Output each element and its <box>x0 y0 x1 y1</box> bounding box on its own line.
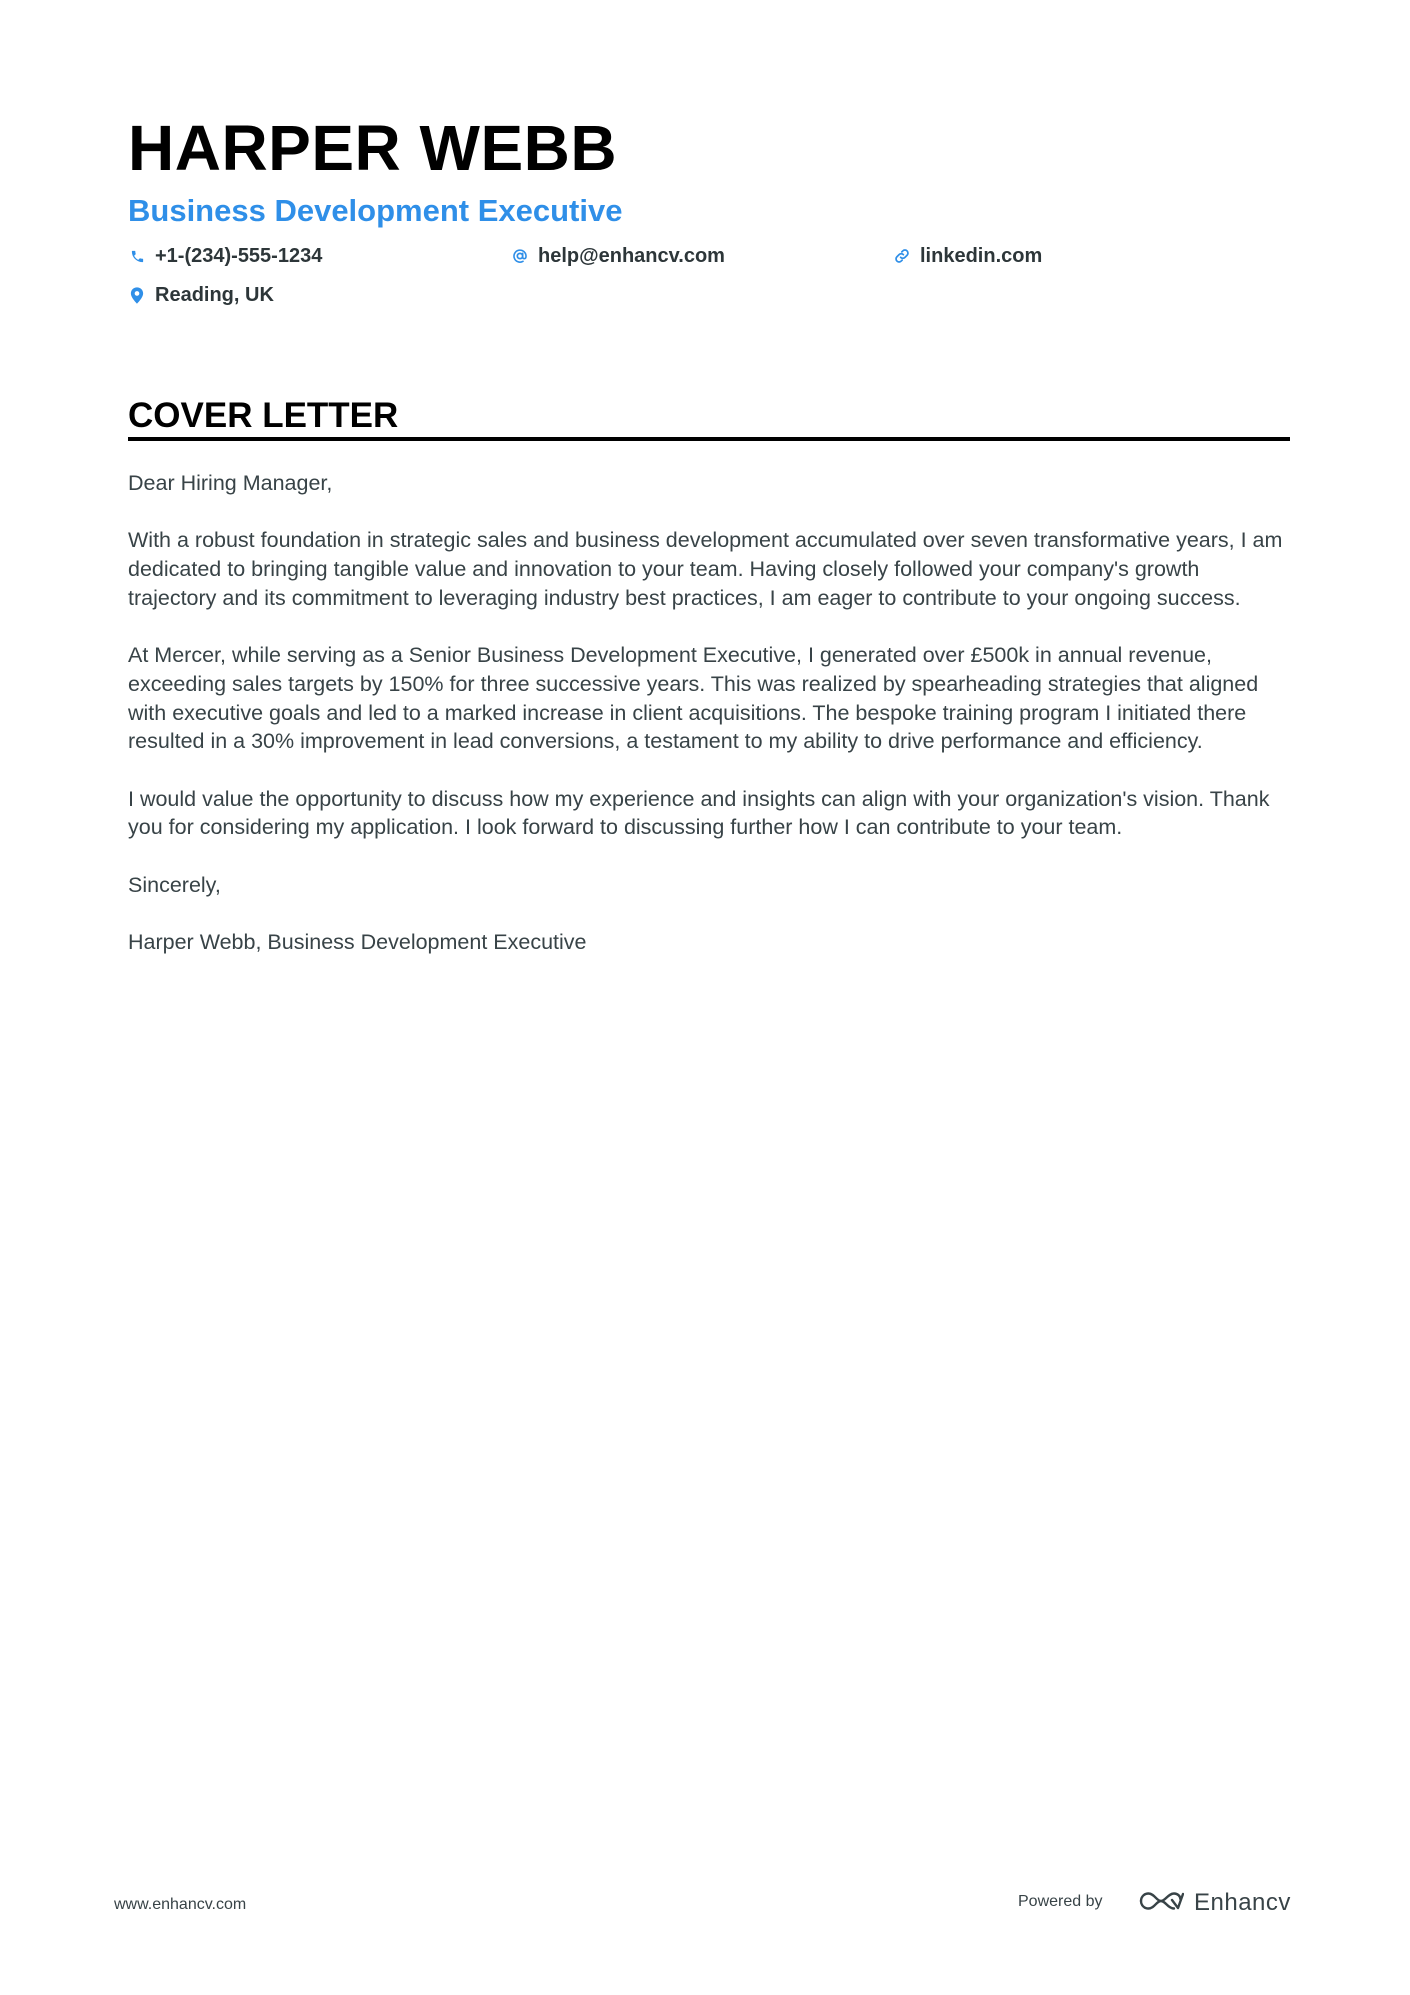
contact-location <box>129 282 274 308</box>
candidate-title: Business Development Executive <box>128 193 623 228</box>
letter-paragraph: With a robust foundation in strategic sales and business development accumulated over seven transformative years, I am dedicated to bringing tangible value and innovation to your team. Having closely followed your company's growth trajectory and its commitment to leveraging industry best practices, I am eager to contribute to your ongoing success. <box>128 528 1283 610</box>
footer-website-link[interactable]: www.enhancv.com <box>114 1896 247 1913</box>
location-text: Reading, UK <box>155 284 274 306</box>
letter-paragraph: I would value the opportunity to discuss how my experience and insights can align with your organization's vision. Thank you for considering my application. I look forward to discussing further how I can contribute to your team. <box>128 786 1270 840</box>
email-text[interactable]: help@enhancv.com <box>538 245 725 267</box>
letter-salutation: Dear Hiring Manager, <box>128 471 333 495</box>
link-icon <box>894 248 910 264</box>
enhancv-logo-icon <box>1138 1889 1184 1918</box>
enhancv-brand-name: Enhancv <box>1194 1889 1291 1916</box>
phone-icon <box>129 248 145 264</box>
contact-link[interactable] <box>894 243 1042 269</box>
map-pin-icon <box>129 287 145 303</box>
at-icon <box>512 248 528 264</box>
section-title: COVER LETTER <box>128 396 399 435</box>
link-text[interactable]: linkedin.com <box>920 245 1043 267</box>
contact-phone <box>129 243 322 269</box>
letter-signature: Harper Webb, Business Development Executive <box>128 930 587 955</box>
section-divider <box>128 437 1290 441</box>
phone-text: +1-(234)-555-1234 <box>155 245 323 267</box>
letter-body <box>128 469 1293 986</box>
letter-closing: Sincerely, <box>128 872 221 897</box>
powered-by-label: Powered by <box>1018 1893 1103 1910</box>
contact-email[interactable] <box>512 243 725 269</box>
enhancv-brand[interactable] <box>1138 1885 1291 1921</box>
letter-paragraph: At Mercer, while serving as a Senior Business Development Executive, I generated over £500k in annual revenue, exceeding sales targets by 150% for three successive years. This was realized by spearheading strategies that aligned with executive goals and led to a marked increase in client acquisitions. The bespoke training program I initiated there resulted in a 30% improvement in lead conversions, a testament to my ability to drive performance and efficiency. <box>128 643 1259 754</box>
candidate-name: HARPER WEBB <box>128 112 618 184</box>
